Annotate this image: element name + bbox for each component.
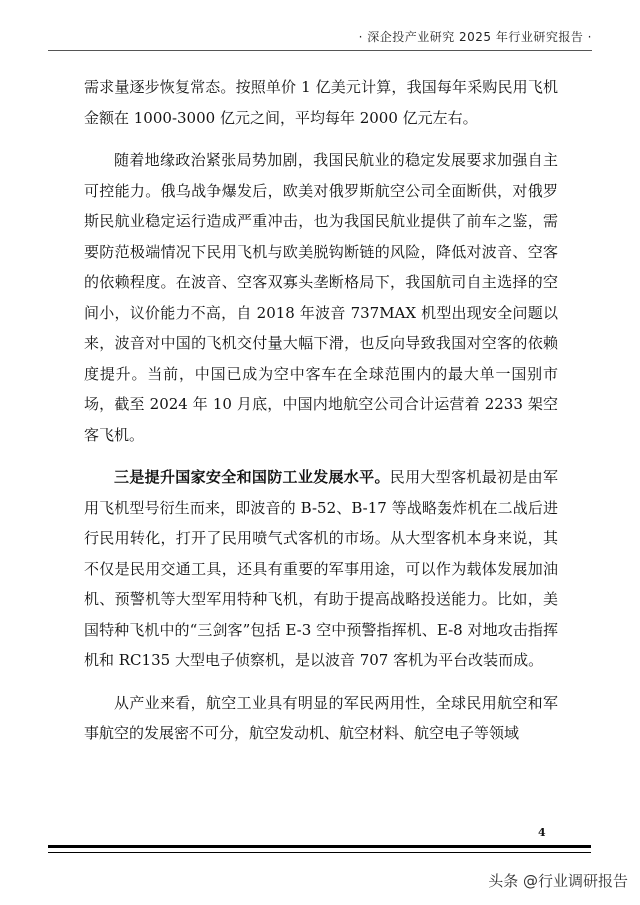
paragraph-industry: 从产业来看，航空工业具有明显的军民两用性，全球民用航空和军事航空的发展密不可分，航空发动机、航空材料、航空电子等领域 xyxy=(84,693,558,742)
paragraph-heading: 三是提升国家安全和国防工业发展水平。 xyxy=(114,468,390,486)
header-divider xyxy=(48,50,592,51)
page-number: 4 xyxy=(538,826,546,839)
running-header: · 深企投产业研究 2025 年行业研究报告 · xyxy=(358,30,592,44)
footer-divider-thick xyxy=(48,845,591,848)
paragraph-body: 民用大型客机最初是由军用飞机型号衍生而来，即波音的 B-52、B-17 等战略轰炸机在二战后进行民用转化，打开了民用喷气式客机的市场。从大型客机本身来说，其不仅是民用交通工具，还具有重要的军事用途，可以作为载体发展加油机、预警机等大型军用特种飞机，有助于提高战略投送能力。比如，美国特种飞机中的“三剑客”包括 E-3 空中预警指挥机、E-8 对地攻击指挥机和 RC135 大型电子侦察机，是以波音 707 客机为平台改装而成。 xyxy=(84,468,558,669)
watermark: 头条 @行业调研报告 xyxy=(488,872,628,890)
footer-divider-thin xyxy=(48,852,591,853)
paragraph-autonomy: 随着地缘政治紧张局势加剧，我国民航业的稳定发展要求加强自主可控能力。俄乌战争爆发后，欧美对俄罗斯航空公司全面断供，对俄罗斯民航业稳定运行造成严重冲击，也为我国民航业提供了前车之鉴，需要防范极端情况下民用飞机与欧美脱钩断链的风险，降低对波音、空客的依赖程度。在波音、空客双寡头垄断格局下，我国航司自主选择的空间小，议价能力不高，自 2018 年波音 737MAX 机型出现安全问题以来，波音对中国的飞机交付量大幅下滑，也反向导致我国对空客的依赖度提升。当前，中国已成为空中客车在全球范围内的最大单一国别市场，截至 2024 年 10 月底，中国内地航空公司合计运营着 2233 架空客飞机。 xyxy=(84,151,558,444)
paragraph-continuation: 需求量逐步恢复常态。按照单价 1 亿美元计算，我国每年采购民用飞机金额在 1000-3000 亿元之间，平均每年 2000 亿元左右。 xyxy=(84,78,558,127)
body-text xyxy=(84,72,558,761)
paragraph-national-security xyxy=(84,462,558,676)
